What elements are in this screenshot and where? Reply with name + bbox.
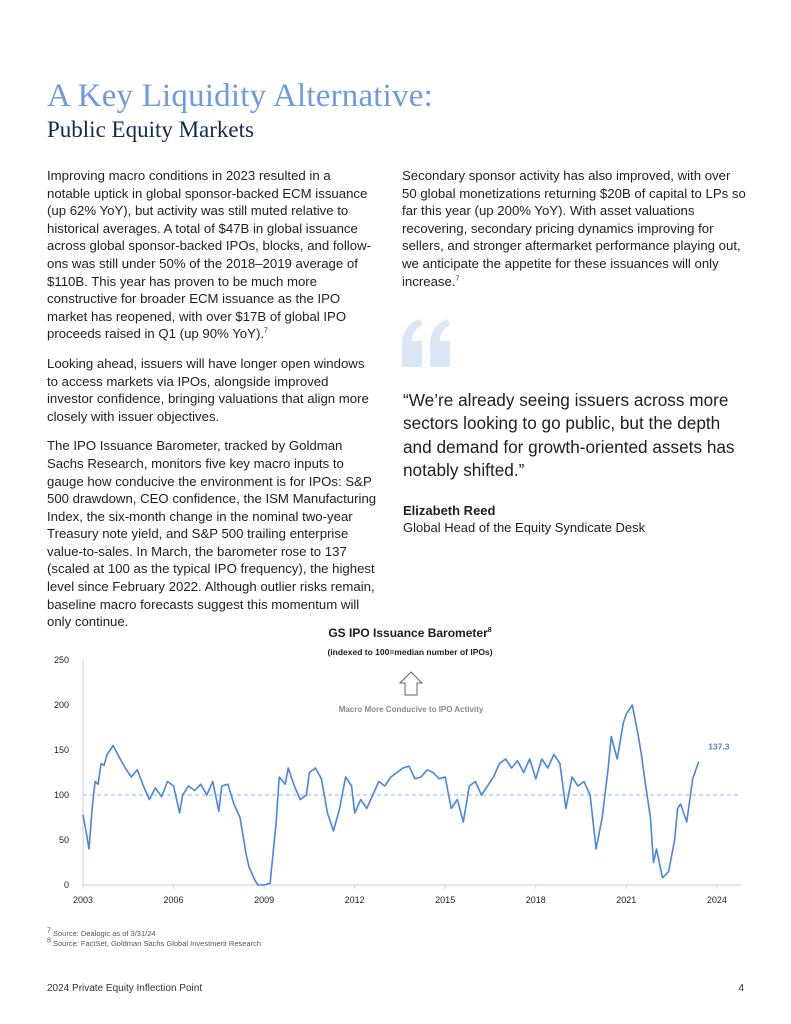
chart-title-sup: 8 bbox=[487, 627, 492, 634]
chart-subtitle: (indexed to 100=median number of IPOs) bbox=[327, 647, 493, 657]
pull-quote: “We’re already seeing issuers across more sectors looking to go public, but the depth and demand for growth-oriented assets has notably shifted.” bbox=[403, 390, 735, 481]
footnote-8: $^8$ Source: FactSet, Goldman Sachs Global Investment Research bbox=[47, 937, 262, 948]
y-tick-label: 200 bbox=[53, 700, 69, 710]
page-subtitle: Public Equity Markets bbox=[47, 117, 254, 142]
y-tick-label: 250 bbox=[53, 655, 69, 665]
paragraph-1: Improving macro conditions in 2023 resulted in a notable uptick in global sponsor-backed ECM issuance (up 62% YoY), but activity was still muted relative to historical averages. A total of $47B in global issuance across global sponsor-backed IPOs, blocks, and follow-ons was still under 50% of the 2018–2019 average of $110B. This year has proven to be much more constructive for broader ECM issuance as the IPO market has reopened, with over $17B of global IPO proceeds raised in Q1 (up 90% YoY).$^7$ bbox=[47, 168, 371, 342]
paragraph-2: Looking ahead, issuers will have longer open windows to access markets via IPOs, alongside improved investor confidence, bringing valuations that align more closely with issuer objectives. bbox=[47, 355, 369, 424]
quote-author: Elizabeth Reed bbox=[403, 503, 496, 518]
paragraph-secondary: Secondary sponsor activity has also improved, with over 50 global monetizations returning $20B of capital to LPs so far this year (up 200% YoY). With asset valuations recovering, secondary pricing dynamics improving for sellers, and stronger aftermarket performance playing out, we anticipate the appetite for these issuances will only increase.$^7$ bbox=[402, 168, 746, 289]
page-title: A Key Liquidity Alternative: bbox=[47, 78, 433, 114]
end-value-label: 137.3 bbox=[708, 741, 730, 752]
x-tick-label: 2012 bbox=[344, 895, 365, 905]
y-tick-label: 100 bbox=[53, 790, 69, 800]
up-arrow-icon bbox=[400, 672, 422, 695]
chart-annotation: Macro More Conducive to IPO Activity bbox=[338, 705, 484, 714]
x-tick-label: 2009 bbox=[254, 895, 275, 905]
chart-title: GS IPO Issuance Barometer$^8$ bbox=[328, 626, 492, 640]
footer-publication: 2024 Private Equity Inflection Point bbox=[47, 983, 203, 994]
y-tick-label: 0 bbox=[63, 880, 69, 890]
y-tick-label: 50 bbox=[58, 835, 69, 845]
x-tick-label: 2018 bbox=[525, 895, 546, 905]
x-tick-label: 2006 bbox=[163, 895, 184, 905]
x-tick-label: 2003 bbox=[72, 895, 94, 905]
series-line-0 bbox=[83, 705, 699, 885]
x-tick-label: 2024 bbox=[706, 895, 727, 905]
x-tick-label: 2021 bbox=[616, 895, 637, 905]
footnote-7: $^7$ Source: Dealogic as of 3/31/24 bbox=[47, 927, 156, 938]
x-tick-label: 2015 bbox=[435, 895, 456, 905]
paragraph-3: The IPO Issuance Barometer, tracked by Goldman Sachs Research, monitors five key macro inputs to gauge how conducive the environment is for IPOs: S&P 500 drawdown, CEO confidence, the ISM Manufacturing Index, the six-month change in the nominal two-year Treasury note yield, and S&P 500 trailing enterprise value-to-sales. In March, the barometer rose to 137 (scaled at 100 as the typical IPO frequency), the highest level since February 2022. Although outlier risks remain, baseline macro forecasts suggest this momentum will only continue. bbox=[47, 438, 377, 630]
page-number: 4 bbox=[738, 983, 744, 994]
y-tick-label: 150 bbox=[53, 745, 69, 755]
quote-author-role: Global Head of the Equity Syndicate Desk bbox=[403, 520, 646, 535]
